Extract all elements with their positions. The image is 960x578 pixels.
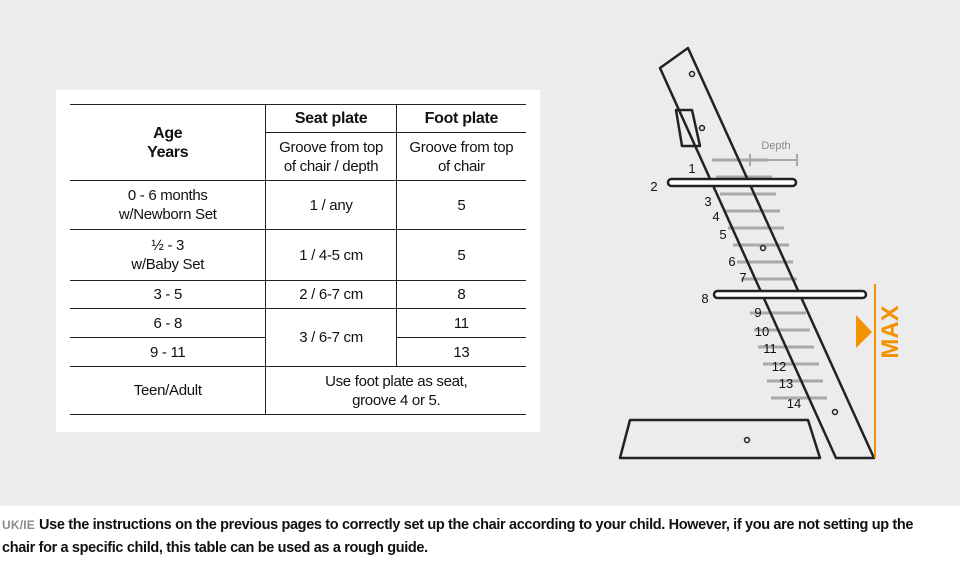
foot-cell: 8 bbox=[396, 281, 526, 309]
groove-number: 12 bbox=[771, 359, 787, 374]
groove-number: 1 bbox=[688, 161, 696, 176]
foot-sub-line-1: Groove from top bbox=[409, 138, 514, 156]
seat-cell: 3 / 6-7 cm bbox=[266, 309, 396, 367]
groove-number: 9 bbox=[754, 305, 762, 320]
foot-cell: 13 bbox=[396, 338, 526, 367]
max-arrow-icon bbox=[856, 315, 872, 348]
age-line: w/Baby Set bbox=[131, 256, 205, 273]
table-row bbox=[70, 181, 526, 230]
groove-rungs bbox=[712, 160, 827, 398]
age-cell: 6 - 8 bbox=[70, 309, 266, 338]
seat-plate-8 bbox=[714, 291, 866, 298]
table-header-row bbox=[70, 105, 526, 133]
groove-number: 3 bbox=[704, 194, 712, 209]
age-header-line: Age bbox=[153, 124, 183, 142]
seat-cell: 1 / 4-5 cm bbox=[266, 230, 396, 281]
groove-number: 6 bbox=[728, 254, 736, 269]
foot-sub-line-2: of chair bbox=[437, 157, 485, 175]
chair-holes bbox=[690, 72, 838, 443]
table-row bbox=[70, 281, 526, 309]
depth-indicator bbox=[750, 154, 797, 166]
caption bbox=[2, 514, 958, 560]
merged-line: Use foot plate as seat, bbox=[325, 372, 468, 390]
seat-plate-subheader bbox=[266, 133, 396, 181]
age-cell: Teen/Adult bbox=[70, 367, 266, 415]
chair-diagram bbox=[600, 30, 950, 480]
age-guide-card bbox=[56, 90, 540, 432]
foot-cell: 5 bbox=[396, 230, 526, 281]
foot-plate-header: Foot plate bbox=[396, 105, 526, 133]
age-column-header bbox=[70, 105, 266, 181]
age-cell: 9 - 11 bbox=[70, 338, 266, 367]
groove-number: 10 bbox=[754, 324, 770, 339]
age-line: w/Newborn Set bbox=[118, 206, 217, 223]
age-cell: 3 - 5 bbox=[70, 281, 266, 309]
groove-number: 2 bbox=[650, 179, 658, 194]
table-row bbox=[70, 230, 526, 281]
seat-plate-header: Seat plate bbox=[266, 105, 396, 133]
age-cell bbox=[70, 230, 266, 281]
groove-number: 8 bbox=[701, 291, 709, 306]
groove-number: 11 bbox=[763, 341, 777, 356]
table-row bbox=[70, 309, 526, 338]
age-line: ½ - 3 bbox=[151, 237, 185, 254]
table-row bbox=[70, 367, 526, 415]
max-label: MAX bbox=[877, 305, 904, 359]
seat-cell: 1 / any bbox=[266, 181, 396, 230]
foot-plate-subheader bbox=[396, 133, 526, 181]
caption-line-2: chair for a specific child, this table can be used as a rough guide. bbox=[2, 540, 428, 556]
merged-line: groove 4 or 5. bbox=[352, 391, 441, 409]
age-line: 0 - 6 months bbox=[127, 187, 208, 204]
groove-number: 14 bbox=[786, 396, 802, 411]
foot-cell: 5 bbox=[396, 181, 526, 230]
years-header-line: Years bbox=[147, 143, 189, 161]
chair-frame bbox=[620, 48, 874, 458]
language-code: UK/IE bbox=[2, 518, 36, 532]
merged-seat-foot-cell bbox=[266, 367, 526, 415]
foot-cell: 11 bbox=[396, 309, 526, 338]
groove-number: 4 bbox=[712, 209, 720, 224]
seat-cell: 2 / 6-7 cm bbox=[266, 281, 396, 309]
groove-number: 7 bbox=[739, 270, 747, 285]
depth-label: Depth bbox=[761, 140, 791, 152]
groove-number: 13 bbox=[778, 376, 794, 391]
groove-number: 5 bbox=[719, 227, 727, 242]
seat-plate-2 bbox=[668, 179, 796, 186]
age-guide-table bbox=[70, 104, 526, 415]
seat-sub-line-2: of chair / depth bbox=[283, 157, 379, 175]
caption-line-1: Use the instructions on the previous pages to correctly set up the chair according to your child. However, if you are not setting up the bbox=[39, 517, 914, 533]
seat-sub-line-1: Groove from top bbox=[279, 138, 384, 156]
groove-numbers bbox=[650, 161, 801, 411]
age-cell bbox=[70, 181, 266, 230]
